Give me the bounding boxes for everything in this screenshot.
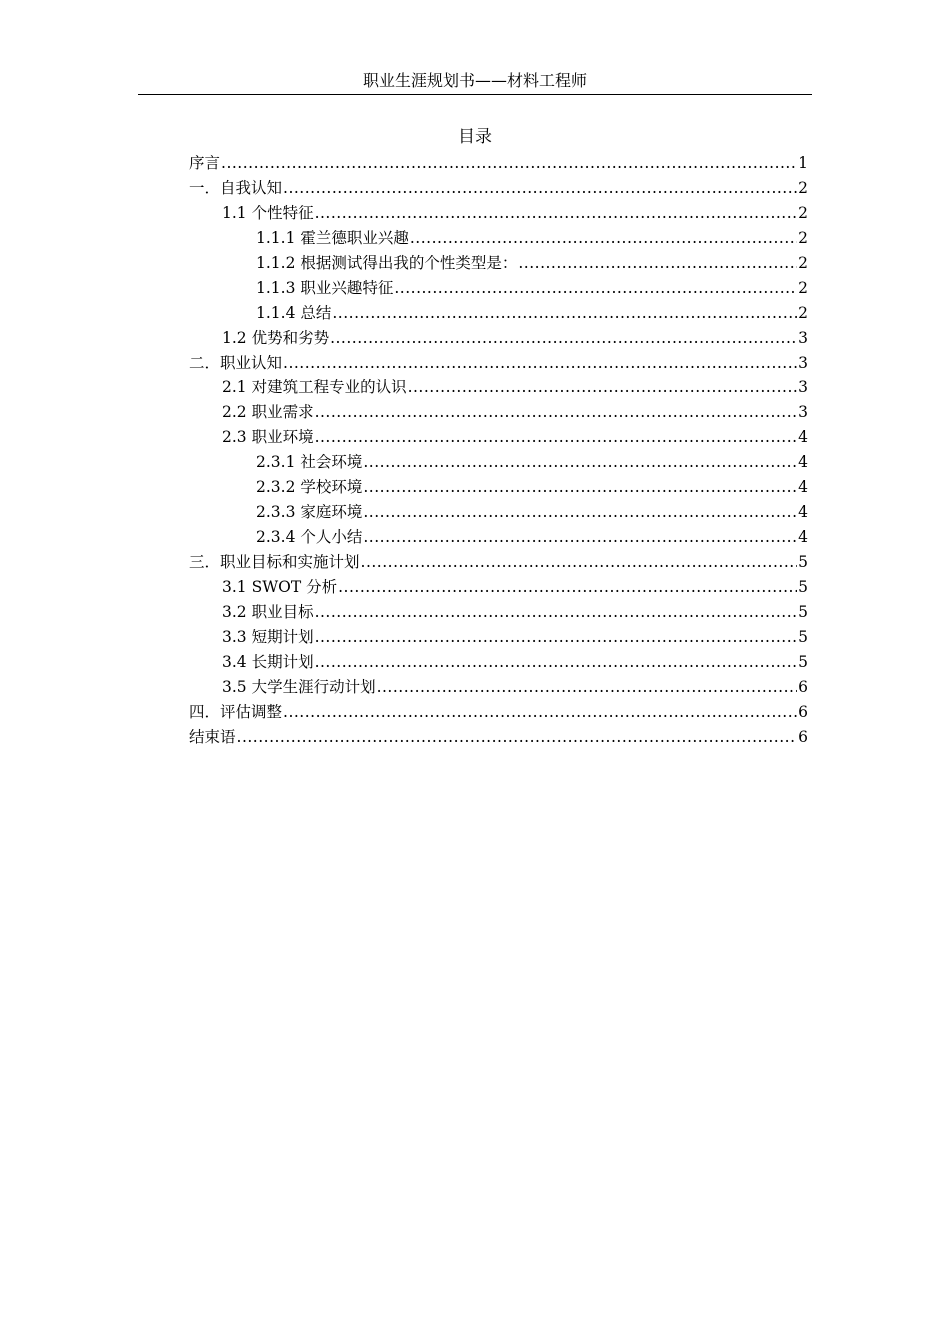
toc-entry[interactable] [189,351,808,376]
toc-dot-leader [394,276,797,301]
toc-entry[interactable] [189,251,808,276]
toc-dot-leader [330,326,797,351]
toc-entry-label: 1.1.3 职业兴趣特征 [256,278,394,297]
toc-entry[interactable] [189,326,808,351]
toc-dot-leader [283,700,797,725]
toc-entry[interactable] [189,176,808,201]
toc-entry-page-number: 2 [798,178,808,197]
toc-entry-page-number: 2 [798,228,808,247]
toc-dot-leader [363,475,797,500]
toc-entry[interactable] [189,700,808,725]
toc-dot-leader [408,375,798,400]
toc-entry-page-number: 6 [798,727,808,746]
toc-dot-leader [237,725,798,750]
toc-dot-leader [363,525,797,550]
toc-entry[interactable] [189,525,808,550]
toc-entry[interactable] [189,276,808,301]
toc-entry-page-number: 4 [798,453,808,472]
toc-entry-label: 1.1.1 霍兰德职业兴趣 [256,228,409,247]
toc-entry-label: 三．职业目标和实施计划 [189,553,360,571]
toc-dot-leader [338,575,797,600]
toc-entry-page-number: 3 [798,353,808,372]
toc-entry[interactable] [189,725,808,750]
toc-entry-label: 1.2 优势和劣势 [222,328,330,347]
toc-entry-page-number: 4 [798,503,808,522]
toc-entry-label: 2.3.3 家庭环境 [256,503,363,522]
toc-entry[interactable] [189,151,808,176]
toc-entry[interactable] [189,550,808,575]
toc-entry-label: 结束语 [189,727,236,746]
toc-entry-page-number: 1 [798,154,808,172]
toc-dot-leader [221,151,797,176]
toc-entry-label: 3.4 长期计划 [222,652,314,671]
toc-entry-page-number: 4 [798,428,808,447]
toc-entry-label: 1.1 个性特征 [222,203,314,222]
toc-entry-page-number: 5 [798,553,808,571]
toc-entry[interactable] [189,375,808,400]
toc-entry[interactable] [189,625,808,650]
toc-entry-page-number: 3 [798,403,808,422]
toc-entry-page-number: 2 [798,303,808,322]
toc-entry-label: 2.2 职业需求 [222,403,314,422]
toc-dot-leader [315,650,798,675]
toc-entry-page-number: 2 [798,253,808,272]
toc-dot-leader [518,251,797,276]
toc-dot-leader [363,450,797,475]
toc-entry-page-number: 3 [798,378,808,397]
toc-entry-label: 序言 [189,154,221,172]
toc-entry[interactable] [189,201,808,226]
toc-entry[interactable] [189,425,808,450]
toc-dot-leader [361,550,798,575]
header-title: 职业生涯规划书——材料工程师 [362,71,587,90]
toc-entry[interactable] [189,450,808,475]
toc-entry[interactable] [189,575,808,600]
toc-dot-leader [363,500,797,525]
toc-entry-page-number: 4 [798,478,808,497]
page-header [138,68,812,95]
toc-entry-page-number: 5 [798,602,808,621]
toc-entry-label: 3.1 SWOT 分析 [222,577,338,596]
toc-entry[interactable] [189,475,808,500]
toc-entry-page-number: 6 [798,702,808,721]
toc-entry-label: 2.3.1 社会环境 [256,453,363,472]
toc-entry-page-number: 5 [798,652,808,671]
toc-entry-page-number: 2 [798,278,808,297]
toc-dot-leader [332,301,797,326]
toc-dot-leader [315,625,798,650]
toc-dot-leader [315,425,798,450]
toc-entry-page-number: 5 [798,627,808,646]
toc-entry-label: 一．自我认知 [189,178,283,197]
toc-entry-label: 2.3 职业环境 [222,428,314,447]
toc-entry-label: 2.3.2 学校环境 [256,478,363,497]
toc-dot-leader [315,600,798,625]
toc-entry-page-number: 5 [798,577,808,596]
toc-entry-page-number: 2 [798,203,808,222]
toc-entry-page-number: 3 [798,328,808,347]
toc-dot-leader [410,226,797,251]
toc-entry[interactable] [189,400,808,425]
toc-dot-leader [283,351,797,376]
toc-entry[interactable] [189,500,808,525]
table-of-contents [189,151,808,750]
toc-entry-label: 四．评估调整 [189,702,283,721]
toc-title: 目录 [458,127,492,147]
toc-entry-label: 2.1 对建筑工程专业的认识 [222,378,407,397]
toc-entry[interactable] [189,650,808,675]
toc-dot-leader [315,201,798,226]
toc-entry-label: 1.1.2 根据测试得出我的个性类型是： [256,253,518,272]
toc-dot-leader [315,400,798,425]
toc-entry-label: 二．职业认知 [189,353,283,372]
toc-entry-label: 3.3 短期计划 [222,627,314,646]
toc-entry-label: 3.2 职业目标 [222,602,314,621]
toc-entry[interactable] [189,675,808,700]
toc-dot-leader [377,675,798,700]
toc-entry[interactable] [189,226,808,251]
toc-entry-label: 2.3.4 个人小结 [256,528,363,547]
toc-entry[interactable] [189,301,808,326]
toc-entry-label: 1.1.4 总结 [256,303,332,322]
toc-entry-page-number: 4 [798,528,808,547]
toc-dot-leader [283,176,797,201]
toc-entry-label: 3.5 大学生涯行动计划 [222,677,376,696]
toc-entry[interactable] [189,600,808,625]
toc-entry-page-number: 6 [798,677,808,696]
